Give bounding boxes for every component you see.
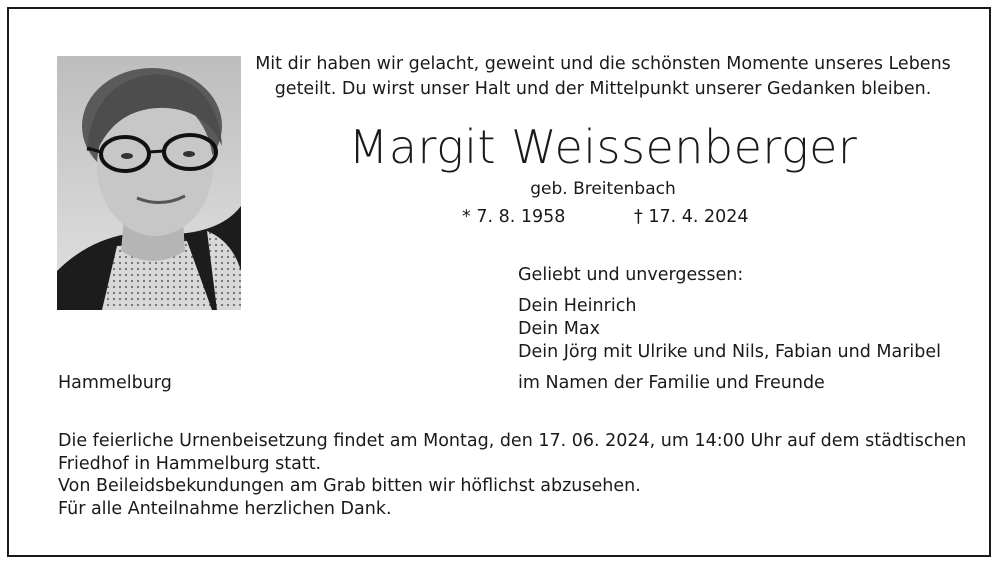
death-date: † 17. 4. 2024 xyxy=(634,207,749,227)
notice-line: Die feierliche Urnenbeisetzung findet am Montag, den 17. 06. 2024, um 14:00 Uhr auf dem städtischen xyxy=(58,431,967,451)
notice-line: Von Beileidsbekundungen am Grab bitten wir höflichst abzusehen. xyxy=(58,476,641,496)
portrait-photo xyxy=(57,56,241,310)
birth-date: * 7. 8. 1958 xyxy=(462,207,566,227)
mourner-name: Dein Max xyxy=(518,319,600,339)
notice-line: Für alle Anteilnahme herzlichen Dank. xyxy=(58,498,392,519)
quote-line: geteilt. Du wirst unser Halt und der Mittelpunkt unserer Gedanken bleiben. xyxy=(274,79,932,99)
birth-name: geb. Breitenbach xyxy=(530,179,676,199)
deceased-name: Margit Weissenberger xyxy=(348,120,858,174)
mourners-lead: Geliebt und unvergessen: xyxy=(518,265,744,285)
place-name: Hammelburg xyxy=(58,373,172,393)
family-line: im Namen der Familie und Freunde xyxy=(518,373,825,393)
mourners-list xyxy=(518,264,941,364)
mourner-name: Dein Jörg mit Ulrike und Nils, Fabian und Maribel xyxy=(518,342,941,362)
mourner-name: Dein Heinrich xyxy=(518,296,637,316)
memorial-quote xyxy=(250,52,956,102)
notice-line: Friedhof in Hammelburg statt. xyxy=(58,453,322,474)
funeral-notice xyxy=(58,430,967,520)
quote-line: Mit dir haben wir gelacht, geweint und die schönsten Momente unseres Lebens xyxy=(255,54,951,74)
